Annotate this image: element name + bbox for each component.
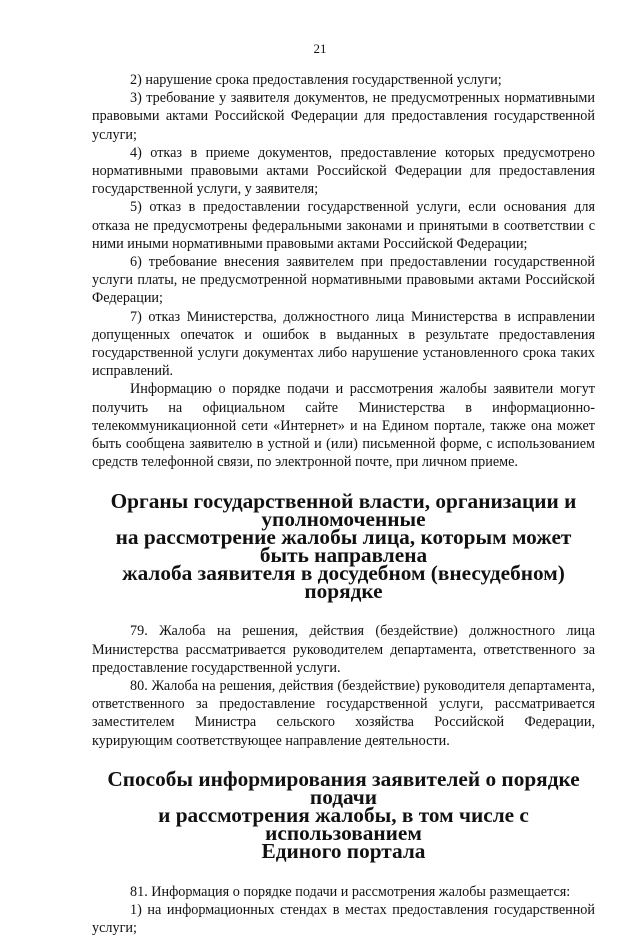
heading-line: на рассмотрение жалобы лица, которым может быть направлена [115,525,572,568]
clause-81: 81. Информация о порядке подачи и рассмотрения жалобы размещается: [130,883,571,900]
list-item-1: 1) на информационных стендах в местах предоставления государственной услуги; [92,902,595,937]
list-item-3: 3) требование у заявителя документов, не предусмотренных нормативными правовыми актами Российской Федерации для предоставления государственной услуги; [92,90,595,143]
complaint-info-paragraph: Информацию о порядке подачи и рассмотрения жалобы заявители могут получить на официальном сайте Министерства в информационно-телекоммуникационной сети «Интернет» и на Едином портале, также она может быть сообщена заявителю в устной и (или) письменной форме, с использованием средств телефонной связи, по электронной почте, при личном приеме. [92,381,595,471]
heading-line: и рассмотрения жалобы, в том числе с использованием [158,802,529,845]
section-heading-informing [92,766,595,863]
page-number: 21 [313,41,327,56]
heading-line: Способы информирования заявителей о порядке подачи [107,766,580,809]
list-item-5: 5) отказ в предоставлении государственной услуги, если основания для отказа не предусмотрены федеральными законами и принятыми в соответствии с ними иными нормативными правовыми актами Российской Федерации; [92,199,595,252]
section-heading-authorities [92,489,595,604]
document-body [92,71,595,938]
list-item-4: 4) отказ в приеме документов, предоставление которых предусмотрено нормативными правовыми актами Российской Федерации для предоставления государственной услуги, у заявителя; [92,144,595,198]
heading-line: Органы государственной власти, организации и уполномоченные [110,489,577,532]
list-item-6: 6) требование внесения заявителем при предоставлении государственной услуги платы, не предусмотренной нормативными правовыми актами Российской Федерации; [92,254,595,307]
heading-line: жалоба заявителя в досудебном (внесудебном) порядке [122,561,565,604]
clause-79: 79. Жалоба на решения, действия (бездействие) должностного лица Министерства рассматривается руководителем департамента, ответственного за предоставление государственной услуги. [92,623,595,676]
heading-line: Единого портала [261,838,426,863]
list-item-7: 7) отказ Министерства, должностного лица Министерства в исправлении допущенных опечаток и ошибок в выданных в результате предоставления государственной услуги документах либо нарушение установленного срока таких исправлений. [92,308,595,380]
list-item-2: 2) нарушение срока предоставления государственной услуги; [130,72,502,88]
clause-80: 80. Жалоба на решения, действия (бездействие) руководителя департамента, ответственного за предоставление государственной услуги, рассматривается заместителем Министра сельского хозяйства Российской Федерации, курирующим соответствующее направление деятельности. [92,678,595,749]
